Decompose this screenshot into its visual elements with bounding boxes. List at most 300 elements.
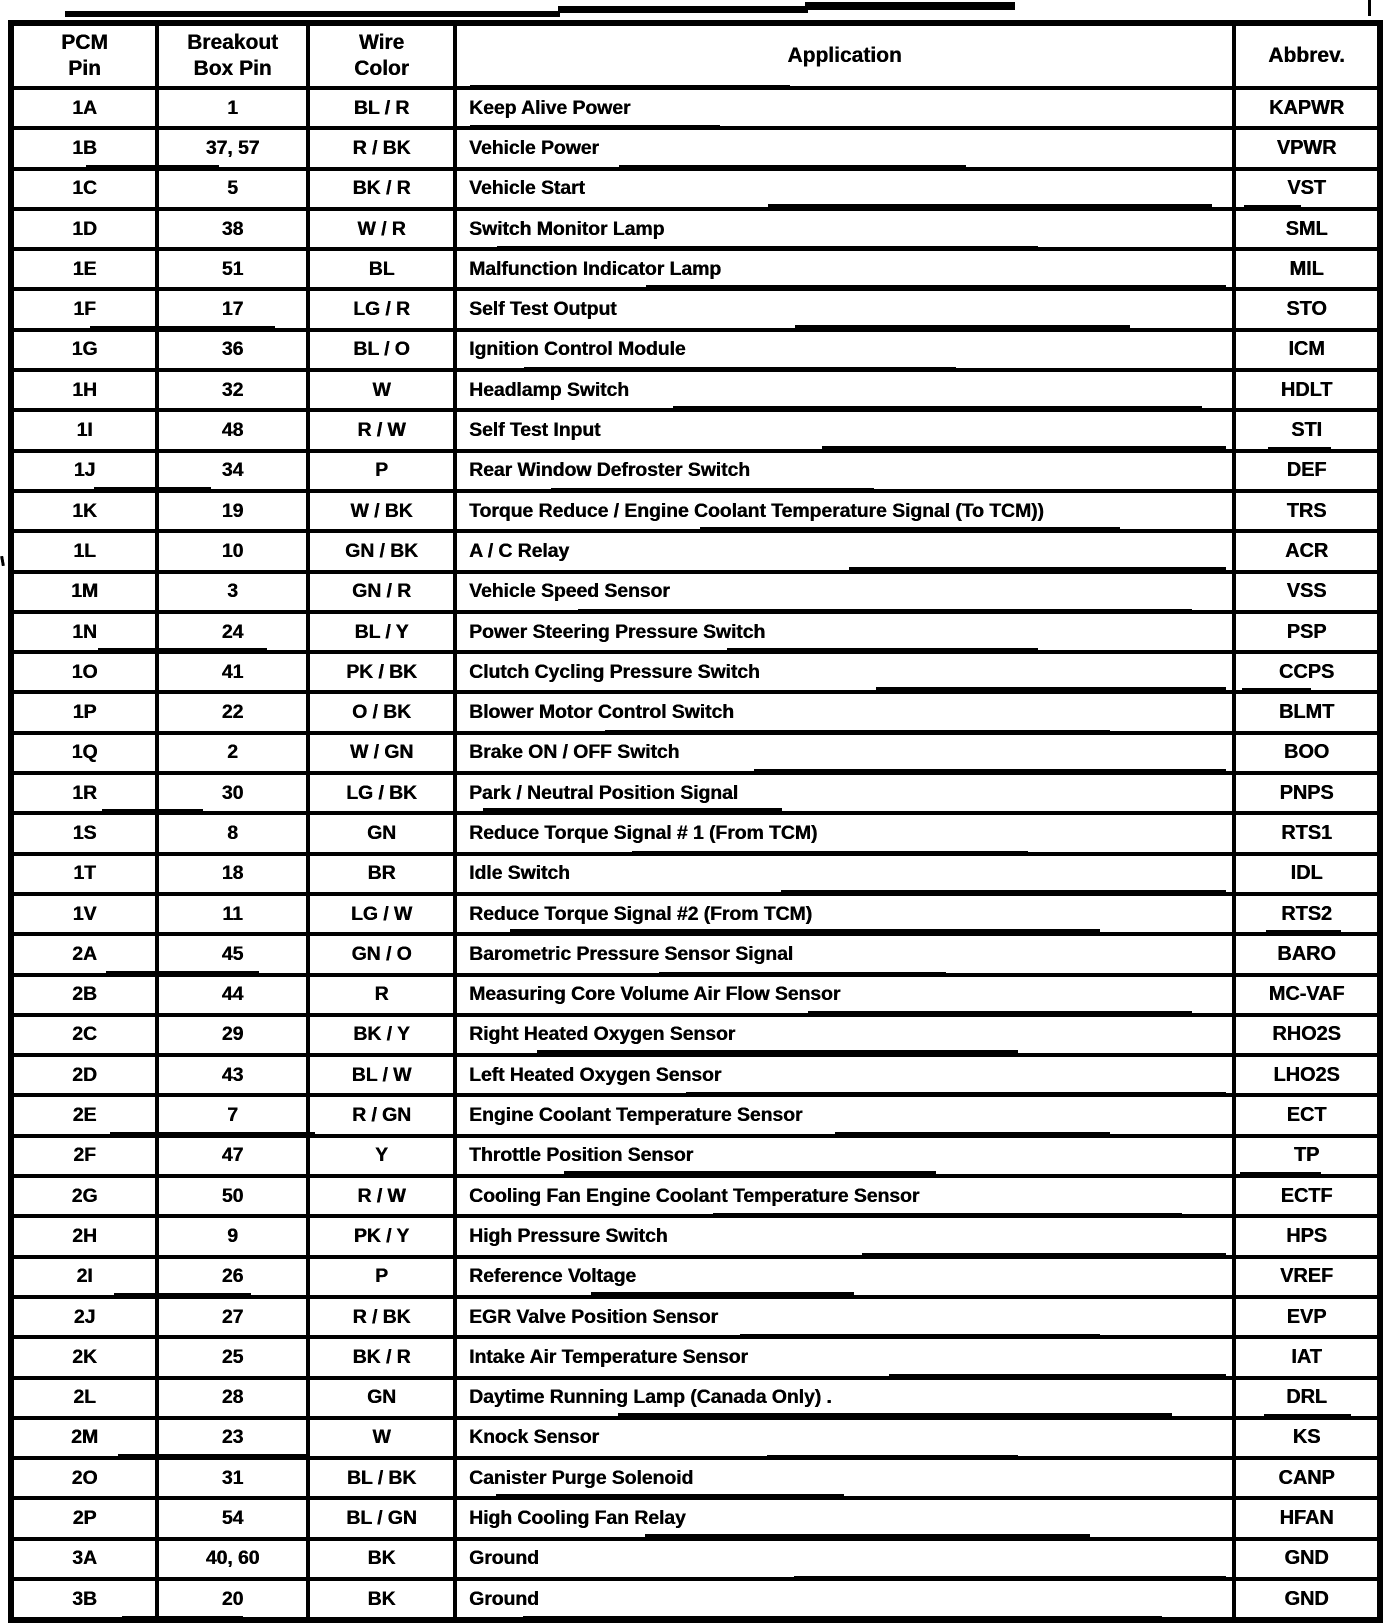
- cell-application: Left Heated Oxygen Sensor: [455, 1055, 1234, 1095]
- cell-wire-color: LG / R: [308, 289, 455, 329]
- column-header-abbrev: [1234, 23, 1380, 88]
- column-header-breakout-box-pin: [157, 23, 308, 88]
- cell-application: Throttle Position Sensor: [455, 1136, 1234, 1176]
- cell-breakout-box-pin: 5: [157, 169, 308, 209]
- scan-artifact: [497, 246, 1038, 250]
- cell-pcm-pin: 2A: [11, 934, 157, 974]
- cell-wire-color: W: [308, 370, 455, 410]
- cell-abbrev: BARO: [1234, 934, 1380, 974]
- table-row: [11, 733, 1380, 773]
- table-row: [11, 531, 1380, 571]
- cell-abbrev: CANP: [1234, 1458, 1380, 1498]
- table-row: [11, 934, 1380, 974]
- scan-artifact: [591, 1292, 854, 1298]
- scan-artifact: [646, 285, 1226, 290]
- cell-abbrev: RTS1: [1234, 813, 1380, 853]
- scan-artifact: [86, 165, 219, 169]
- cell-breakout-box-pin: 31: [157, 1458, 308, 1498]
- table-header: [11, 23, 1380, 88]
- table-row: [11, 370, 1380, 410]
- cell-application: EGR Valve Position Sensor: [455, 1297, 1234, 1337]
- cell-breakout-box-pin: 34: [157, 451, 308, 491]
- cell-abbrev: MC-VAF: [1234, 975, 1380, 1015]
- scan-artifact: [1268, 447, 1331, 451]
- scan-artifact: [65, 11, 560, 17]
- cell-wire-color: BL: [308, 249, 455, 289]
- table-row: [11, 975, 1380, 1015]
- table-row: [11, 249, 1380, 289]
- cell-abbrev: HPS: [1234, 1216, 1380, 1256]
- cell-wire-color: W / GN: [308, 733, 455, 773]
- scan-artifact: [122, 1616, 243, 1620]
- cell-abbrev: TRS: [1234, 491, 1380, 531]
- cell-abbrev: TP: [1234, 1136, 1380, 1176]
- scan-artifact: [740, 1334, 1100, 1338]
- cell-application: Cooling Fan Engine Coolant Temperature Sensor: [455, 1176, 1234, 1216]
- cell-pcm-pin: 3B: [11, 1579, 157, 1620]
- cell-breakout-box-pin: 37, 57: [157, 128, 308, 168]
- scan-artifact: [754, 769, 1226, 774]
- cell-pcm-pin: 2L: [11, 1378, 157, 1418]
- column-header-label: Application: [787, 44, 902, 68]
- table-row: [11, 1579, 1380, 1620]
- scan-artifact: [1242, 688, 1311, 692]
- table-row: [11, 410, 1380, 450]
- cell-application: Vehicle Speed Sensor: [455, 572, 1234, 612]
- cell-breakout-box-pin: 54: [157, 1498, 308, 1538]
- cell-abbrev: CCPS: [1234, 652, 1380, 692]
- cell-pcm-pin: 2G: [11, 1176, 157, 1216]
- cell-wire-color: GN / R: [308, 572, 455, 612]
- cell-breakout-box-pin: 10: [157, 531, 308, 571]
- cell-application: Right Heated Oxygen Sensor: [455, 1015, 1234, 1055]
- cell-wire-color: W / BK: [308, 491, 455, 531]
- table-row: [11, 128, 1380, 168]
- cell-wire-color: BK / R: [308, 1337, 455, 1377]
- cell-abbrev: KS: [1234, 1418, 1380, 1458]
- cell-breakout-box-pin: 38: [157, 209, 308, 249]
- table-row: [11, 1297, 1380, 1337]
- cell-wire-color: R / W: [308, 410, 455, 450]
- cell-abbrev: GND: [1234, 1579, 1380, 1620]
- cell-wire-color: BK / R: [308, 169, 455, 209]
- scan-artifact: [118, 1454, 307, 1458]
- cell-pcm-pin: 1I: [11, 410, 157, 450]
- cell-wire-color: GN: [308, 813, 455, 853]
- scan-artifact: [835, 1132, 1110, 1137]
- cell-breakout-box-pin: 18: [157, 854, 308, 894]
- scan-artifact: [876, 687, 1226, 693]
- table-row: [11, 1458, 1380, 1498]
- scan-artifact: [523, 1616, 1162, 1621]
- cell-application: Malfunction Indicator Lamp: [455, 249, 1234, 289]
- cell-breakout-box-pin: 1: [157, 88, 308, 128]
- cell-abbrev: STO: [1234, 289, 1380, 329]
- cell-pcm-pin: 1Q: [11, 733, 157, 773]
- cell-wire-color: R / GN: [308, 1095, 455, 1135]
- cell-abbrev: GND: [1234, 1539, 1380, 1579]
- pcm-pin-table: [8, 20, 1383, 1623]
- scan-artifact: [659, 972, 946, 976]
- scan-artifact: [686, 1092, 1226, 1096]
- cell-pcm-pin: 1F: [11, 289, 157, 329]
- scan-artifact: [102, 809, 203, 813]
- cell-wire-color: R / BK: [308, 128, 455, 168]
- cell-breakout-box-pin: 30: [157, 773, 308, 813]
- cell-application: Blower Motor Control Switch: [455, 692, 1234, 732]
- cell-breakout-box-pin: 25: [157, 1337, 308, 1377]
- scan-artifact: [114, 1293, 251, 1297]
- scan-artifact: [1266, 930, 1341, 934]
- table-row: [11, 1136, 1380, 1176]
- cell-breakout-box-pin: 23: [157, 1418, 308, 1458]
- cell-application: Park / Neutral Position Signal: [455, 773, 1234, 813]
- cell-pcm-pin: 1K: [11, 491, 157, 531]
- cell-abbrev: RTS2: [1234, 894, 1380, 934]
- cell-wire-color: BL / Y: [308, 612, 455, 652]
- cell-wire-color: LG / BK: [308, 773, 455, 813]
- cell-breakout-box-pin: 32: [157, 370, 308, 410]
- cell-wire-color: LG / W: [308, 894, 455, 934]
- cell-abbrev: EVP: [1234, 1297, 1380, 1337]
- cell-abbrev: IAT: [1234, 1337, 1380, 1377]
- scan-artifact: [1264, 1414, 1351, 1418]
- cell-breakout-box-pin: 8: [157, 813, 308, 853]
- cell-wire-color: R / W: [308, 1176, 455, 1216]
- column-header-label: Breakout: [186, 31, 279, 55]
- cell-application: Ground: [455, 1539, 1234, 1579]
- cell-wire-color: GN / BK: [308, 531, 455, 571]
- cell-pcm-pin: 2M: [11, 1418, 157, 1458]
- cell-application: Reduce Torque Signal #2 (From TCM): [455, 894, 1234, 934]
- cell-breakout-box-pin: 51: [157, 249, 308, 289]
- cell-breakout-box-pin: 24: [157, 612, 308, 652]
- cell-application: Vehicle Start: [455, 169, 1234, 209]
- scan-artifact: [578, 609, 1192, 613]
- scan-artifact: [862, 1253, 1226, 1258]
- cell-wire-color: PK / Y: [308, 1216, 455, 1256]
- scan-artifact: [805, 2, 1015, 10]
- cell-application: Self Test Input: [455, 410, 1234, 450]
- cell-application: Knock Sensor: [455, 1418, 1234, 1458]
- cell-breakout-box-pin: 45: [157, 934, 308, 974]
- cell-pcm-pin: 1A: [11, 88, 157, 128]
- scan-artifact: [1368, 0, 1371, 16]
- scan-artifact: [794, 1576, 1226, 1580]
- cell-abbrev: BLMT: [1234, 692, 1380, 732]
- cell-wire-color: BL / GN: [308, 1498, 455, 1538]
- scan-artifact: [510, 929, 1100, 935]
- cell-abbrev: PNPS: [1234, 773, 1380, 813]
- table-row: [11, 652, 1380, 692]
- cell-wire-color: GN / O: [308, 934, 455, 974]
- cell-abbrev: HDLT: [1234, 370, 1380, 410]
- column-header-label: Abbrev.: [1268, 44, 1345, 68]
- cell-breakout-box-pin: 50: [157, 1176, 308, 1216]
- cell-pcm-pin: 2F: [11, 1136, 157, 1176]
- cell-abbrev: RHO2S: [1234, 1015, 1380, 1055]
- cell-abbrev: ICM: [1234, 330, 1380, 370]
- scan-artifact: [0, 556, 5, 566]
- cell-wire-color: W / R: [308, 209, 455, 249]
- table-row: [11, 88, 1380, 128]
- scan-artifact: [537, 1050, 1018, 1056]
- cell-abbrev: VST: [1234, 169, 1380, 209]
- cell-wire-color: Y: [308, 1136, 455, 1176]
- cell-application: Switch Monitor Lamp: [455, 209, 1234, 249]
- cell-application: Brake ON / OFF Switch: [455, 733, 1234, 773]
- cell-breakout-box-pin: 7: [157, 1095, 308, 1135]
- cell-wire-color: BR: [308, 854, 455, 894]
- table-row: [11, 1176, 1380, 1216]
- scan-artifact: [713, 1213, 1182, 1217]
- cell-pcm-pin: 2D: [11, 1055, 157, 1095]
- scan-artifact: [470, 85, 790, 90]
- cell-pcm-pin: 2I: [11, 1257, 157, 1297]
- cell-breakout-box-pin: 20: [157, 1579, 308, 1620]
- cell-breakout-box-pin: 17: [157, 289, 308, 329]
- scan-artifact: [470, 125, 720, 129]
- cell-application: Ground: [455, 1579, 1234, 1620]
- table-row: [11, 1378, 1380, 1418]
- cell-pcm-pin: 2O: [11, 1458, 157, 1498]
- table-row: [11, 1418, 1380, 1458]
- cell-wire-color: R: [308, 975, 455, 1015]
- column-header-label: PCM: [61, 31, 108, 55]
- cell-breakout-box-pin: 19: [157, 491, 308, 531]
- cell-abbrev: VSS: [1234, 572, 1380, 612]
- scan-artifact: [700, 527, 1120, 532]
- cell-pcm-pin: 2P: [11, 1498, 157, 1538]
- cell-abbrev: VREF: [1234, 1257, 1380, 1297]
- column-header-label: Box Pin: [193, 57, 272, 80]
- cell-abbrev: MIL: [1234, 249, 1380, 289]
- column-header-wire-color: [308, 23, 455, 88]
- cell-application: Engine Coolant Temperature Sensor: [455, 1095, 1234, 1135]
- cell-breakout-box-pin: 43: [157, 1055, 308, 1095]
- cell-application: Barometric Pressure Sensor Signal: [455, 934, 1234, 974]
- scan-artifact: [632, 851, 1028, 855]
- cell-pcm-pin: 1S: [11, 813, 157, 853]
- cell-application: Measuring Core Volume Air Flow Sensor: [455, 975, 1234, 1015]
- table-row: [11, 209, 1380, 249]
- cell-breakout-box-pin: 9: [157, 1216, 308, 1256]
- cell-pcm-pin: 2J: [11, 1297, 157, 1337]
- cell-abbrev: STI: [1234, 410, 1380, 450]
- scan-artifact: [551, 488, 874, 492]
- cell-wire-color: W: [308, 1418, 455, 1458]
- cell-abbrev: PSP: [1234, 612, 1380, 652]
- table-row: [11, 572, 1380, 612]
- table-row: [11, 169, 1380, 209]
- cell-breakout-box-pin: 36: [157, 330, 308, 370]
- scan-artifact: [889, 1374, 1226, 1379]
- scan-artifact: [781, 890, 1226, 895]
- cell-pcm-pin: 1P: [11, 692, 157, 732]
- table-row: [11, 289, 1380, 329]
- cell-wire-color: BL / R: [308, 88, 455, 128]
- cell-breakout-box-pin: 28: [157, 1378, 308, 1418]
- scan-artifact: [483, 808, 782, 814]
- column-header-label: Wire: [358, 31, 405, 55]
- table-row: [11, 854, 1380, 894]
- cell-abbrev: KAPWR: [1234, 88, 1380, 128]
- cell-pcm-pin: 1O: [11, 652, 157, 692]
- cell-application: A / C Relay: [455, 531, 1234, 571]
- cell-abbrev: VPWR: [1234, 128, 1380, 168]
- cell-application: Self Test Output: [455, 289, 1234, 329]
- cell-abbrev: ECT: [1234, 1095, 1380, 1135]
- cell-breakout-box-pin: 11: [157, 894, 308, 934]
- cell-pcm-pin: 1N: [11, 612, 157, 652]
- cell-pcm-pin: 1B: [11, 128, 157, 168]
- scan-artifact: [808, 1011, 1192, 1016]
- cell-abbrev: BOO: [1234, 733, 1380, 773]
- cell-abbrev: ECTF: [1234, 1176, 1380, 1216]
- table-row: [11, 1539, 1380, 1579]
- scan-artifact: [558, 6, 808, 13]
- cell-wire-color: P: [308, 451, 455, 491]
- cell-abbrev: DRL: [1234, 1378, 1380, 1418]
- cell-application: Reference Voltage: [455, 1257, 1234, 1297]
- table-row: [11, 1055, 1380, 1095]
- table-row: [11, 1015, 1380, 1055]
- cell-pcm-pin: 1M: [11, 572, 157, 612]
- table-row: [11, 1216, 1380, 1256]
- cell-pcm-pin: 1R: [11, 773, 157, 813]
- table-row: [11, 1337, 1380, 1377]
- cell-application: Power Steering Pressure Switch: [455, 612, 1234, 652]
- scan-artifact: [98, 648, 267, 652]
- table-row: [11, 1095, 1380, 1135]
- cell-breakout-box-pin: 41: [157, 652, 308, 692]
- scan-artifact: [90, 326, 275, 330]
- cell-abbrev: SML: [1234, 209, 1380, 249]
- cell-pcm-pin: 2H: [11, 1216, 157, 1256]
- cell-pcm-pin: 1D: [11, 209, 157, 249]
- cell-pcm-pin: 1H: [11, 370, 157, 410]
- cell-application: Ignition Control Module: [455, 330, 1234, 370]
- cell-application: Vehicle Power: [455, 128, 1234, 168]
- cell-breakout-box-pin: 27: [157, 1297, 308, 1337]
- cell-application: Rear Window Defroster Switch: [455, 451, 1234, 491]
- cell-breakout-box-pin: 3: [157, 572, 308, 612]
- cell-abbrev: ACR: [1234, 531, 1380, 571]
- cell-pcm-pin: 1V: [11, 894, 157, 934]
- cell-wire-color: P: [308, 1257, 455, 1297]
- scan-artifact: [94, 487, 211, 491]
- cell-wire-color: O / BK: [308, 692, 455, 732]
- table-row: [11, 451, 1380, 491]
- scan-artifact: [645, 1534, 1090, 1540]
- cell-abbrev: IDL: [1234, 854, 1380, 894]
- scan-artifact: [849, 567, 1226, 573]
- cell-pcm-pin: 1T: [11, 854, 157, 894]
- table-row: [11, 1498, 1380, 1538]
- scan-artifact: [605, 730, 1110, 734]
- scan-artifact: [822, 446, 1226, 452]
- scan-artifact: [110, 1132, 315, 1136]
- column-header-pcm-pin: [11, 23, 157, 88]
- cell-application: Idle Switch: [455, 854, 1234, 894]
- cell-abbrev: HFAN: [1234, 1498, 1380, 1538]
- cell-wire-color: BK / Y: [308, 1015, 455, 1055]
- cell-breakout-box-pin: 2: [157, 733, 308, 773]
- cell-breakout-box-pin: 22: [157, 692, 308, 732]
- cell-pcm-pin: 2C: [11, 1015, 157, 1055]
- cell-wire-color: BK: [308, 1539, 455, 1579]
- table-row: [11, 1257, 1380, 1297]
- cell-application: Keep Alive Power: [455, 88, 1234, 128]
- cell-breakout-box-pin: 26: [157, 1257, 308, 1297]
- cell-wire-color: R / BK: [308, 1297, 455, 1337]
- cell-breakout-box-pin: 40, 60: [157, 1539, 308, 1579]
- cell-wire-color: BL / O: [308, 330, 455, 370]
- cell-pcm-pin: 1E: [11, 249, 157, 289]
- table-row: [11, 330, 1380, 370]
- cell-wire-color: PK / BK: [308, 652, 455, 692]
- cell-pcm-pin: 1L: [11, 531, 157, 571]
- cell-pcm-pin: 2K: [11, 1337, 157, 1377]
- scan-artifact: [727, 648, 1038, 653]
- scan-artifact: [673, 406, 1202, 411]
- scan-artifact: [496, 1494, 844, 1499]
- scan-artifact: [564, 1171, 936, 1177]
- cell-application: High Pressure Switch: [455, 1216, 1234, 1256]
- cell-application: Daytime Running Lamp (Canada Only) .: [455, 1378, 1234, 1418]
- cell-pcm-pin: 2E: [11, 1095, 157, 1135]
- cell-breakout-box-pin: 44: [157, 975, 308, 1015]
- column-header-application: [455, 23, 1234, 88]
- cell-abbrev: LHO2S: [1234, 1055, 1380, 1095]
- cell-pcm-pin: 1J: [11, 451, 157, 491]
- cell-pcm-pin: 1G: [11, 330, 157, 370]
- header-row: [11, 23, 1380, 88]
- cell-pcm-pin: 2B: [11, 975, 157, 1015]
- scan-artifact: [1244, 205, 1301, 209]
- table-row: [11, 894, 1380, 934]
- scan-artifact: [618, 1413, 1172, 1419]
- cell-application: Reduce Torque Signal # 1 (From TCM): [455, 813, 1234, 853]
- table-row: [11, 773, 1380, 813]
- column-header-label: Pin: [68, 57, 101, 80]
- table-row: [11, 692, 1380, 732]
- cell-breakout-box-pin: 47: [157, 1136, 308, 1176]
- table-row: [11, 491, 1380, 531]
- cell-application: Headlamp Switch: [455, 370, 1234, 410]
- scan-artifact: [619, 165, 966, 170]
- cell-application: Intake Air Temperature Sensor: [455, 1337, 1234, 1377]
- cell-wire-color: BL / BK: [308, 1458, 455, 1498]
- cell-application: Torque Reduce / Engine Coolant Temperature Signal (To TCM)): [455, 491, 1234, 531]
- table-row: [11, 612, 1380, 652]
- cell-abbrev: DEF: [1234, 451, 1380, 491]
- cell-pcm-pin: 3A: [11, 1539, 157, 1579]
- cell-application: Canister Purge Solenoid: [455, 1458, 1234, 1498]
- scan-artifact: [768, 204, 1212, 210]
- column-header-label: Color: [354, 57, 409, 80]
- cell-application: Clutch Cycling Pressure Switch: [455, 652, 1234, 692]
- scan-artifact: [767, 1455, 1018, 1459]
- table-row: [11, 813, 1380, 853]
- cell-pcm-pin: 1C: [11, 169, 157, 209]
- scan-artifact: [1240, 1172, 1321, 1176]
- cell-wire-color: BK: [308, 1579, 455, 1620]
- cell-wire-color: GN: [308, 1378, 455, 1418]
- cell-wire-color: BL / W: [308, 1055, 455, 1095]
- scan-artifact: [795, 325, 1130, 331]
- scan-artifact: [524, 367, 956, 371]
